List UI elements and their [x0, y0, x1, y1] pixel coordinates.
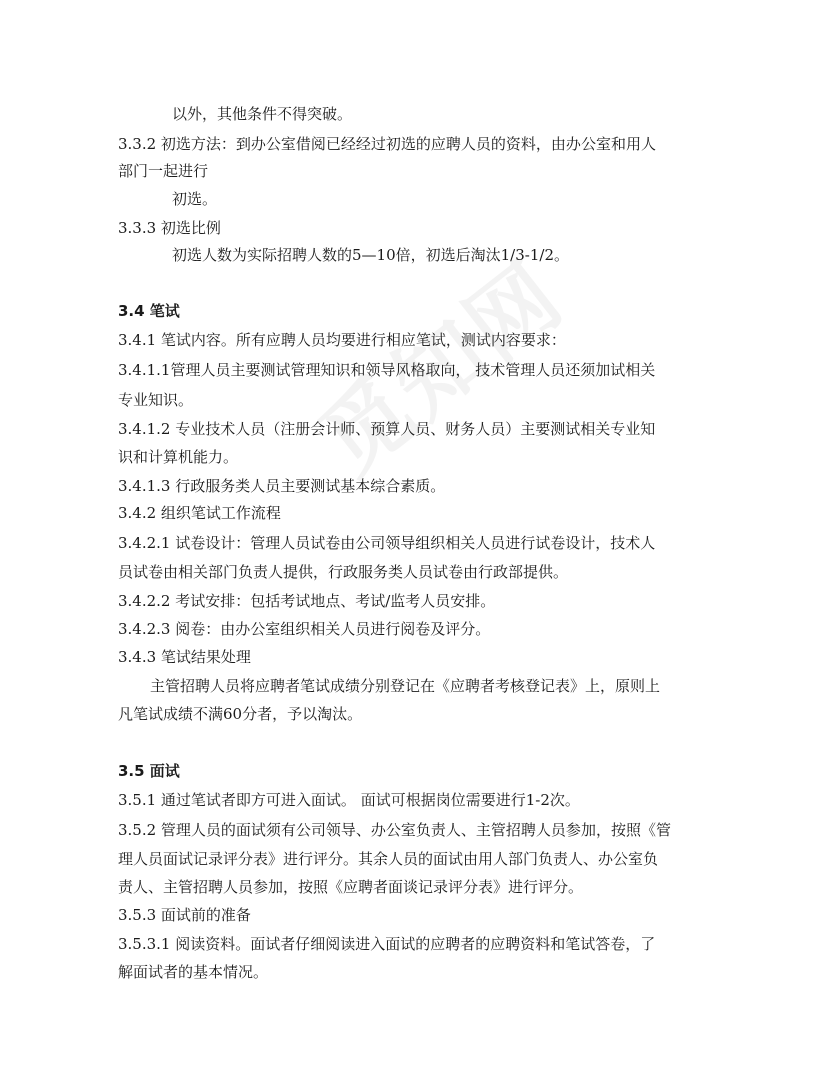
text-line: 初选人数为实际招聘人数的5—10倍，初选后淘汰1/3-1/2。	[172, 246, 569, 264]
text-line: 3.5.3 面试前的准备	[118, 906, 251, 924]
text-line: 3.4.1 笔试内容。所有应聘人员均要进行相应笔试，测试内容要求：	[118, 331, 566, 349]
text-line: 3.3.2 初选方法：到办公室借阅已经经过初选的应聘人员的资料，由办公室和用人	[118, 135, 656, 153]
text-line: 3.5.2 管理人员的面试须有公司领导、办公室负责人、主管招聘人员参加，按照《管	[118, 821, 671, 839]
text-line: 3.4.2.2 考试安排：包括考试地点、考试/监考人员安排。	[118, 592, 496, 610]
section-heading: 3.5 面试	[118, 762, 180, 780]
section-heading: 3.4 笔试	[118, 302, 180, 320]
text-line: 责人、主管招聘人员参加，按照《应聘者面谈记录评分表》进行评分。	[118, 878, 584, 896]
text-line: 凡笔试成绩不满60分者，予以淘汰。	[118, 705, 363, 723]
text-line: 专业知识。	[118, 391, 194, 409]
text-line: 3.4.3 笔试结果处理	[118, 648, 251, 666]
text-line: 3.4.1.1管理人员主要测试管理知识和领导风格取向， 技术管理人员还须加试相关	[118, 361, 656, 379]
text-line: 识和计算机能力。	[118, 448, 239, 466]
text-line: 3.4.2 组织笔试工作流程	[118, 504, 281, 522]
text-line: 主管招聘人员将应聘者笔试成绩分别登记在《应聘者考核登记表》上，原则上	[150, 677, 661, 695]
text-line: 3.4.2.3 阅卷：由办公室组织相关人员进行阅卷及评分。	[118, 620, 491, 638]
text-line: 员试卷由相关部门负责人提供，行政服务类人员试卷由行政部提供。	[118, 563, 569, 581]
text-line: 3.5.3.1 阅读资料。面试者仔细阅读进入面试的应聘者的应聘资料和笔试答卷，了	[118, 935, 656, 953]
text-line: 理人员面试记录评分表》进行评分。其余人员的面试由用人部门负责人、办公室负	[118, 850, 659, 868]
text-line: 3.3.3 初选比例	[118, 219, 221, 237]
text-line: 3.4.2.1 试卷设计：管理人员试卷由公司领导组织相关人员进行试卷设计，技术人	[118, 534, 656, 552]
text-line: 3.4.1.3 行政服务类人员主要测试基本综合素质。	[118, 477, 446, 495]
text-line: 3.5.1 通过笔试者即方可进入面试。 面试可根据岗位需要进行1-2次。	[118, 791, 580, 809]
text-line: 以外，其他条件不得突破。	[172, 105, 353, 123]
text-line: 3.4.1.2 专业技术人员（注册会计师、预算人员、财务人员）主要测试相关专业知	[118, 420, 656, 438]
text-line: 部门一起进行	[118, 162, 209, 180]
text-line: 解面试者的基本情况。	[118, 963, 269, 981]
text-line: 初选。	[172, 190, 218, 208]
